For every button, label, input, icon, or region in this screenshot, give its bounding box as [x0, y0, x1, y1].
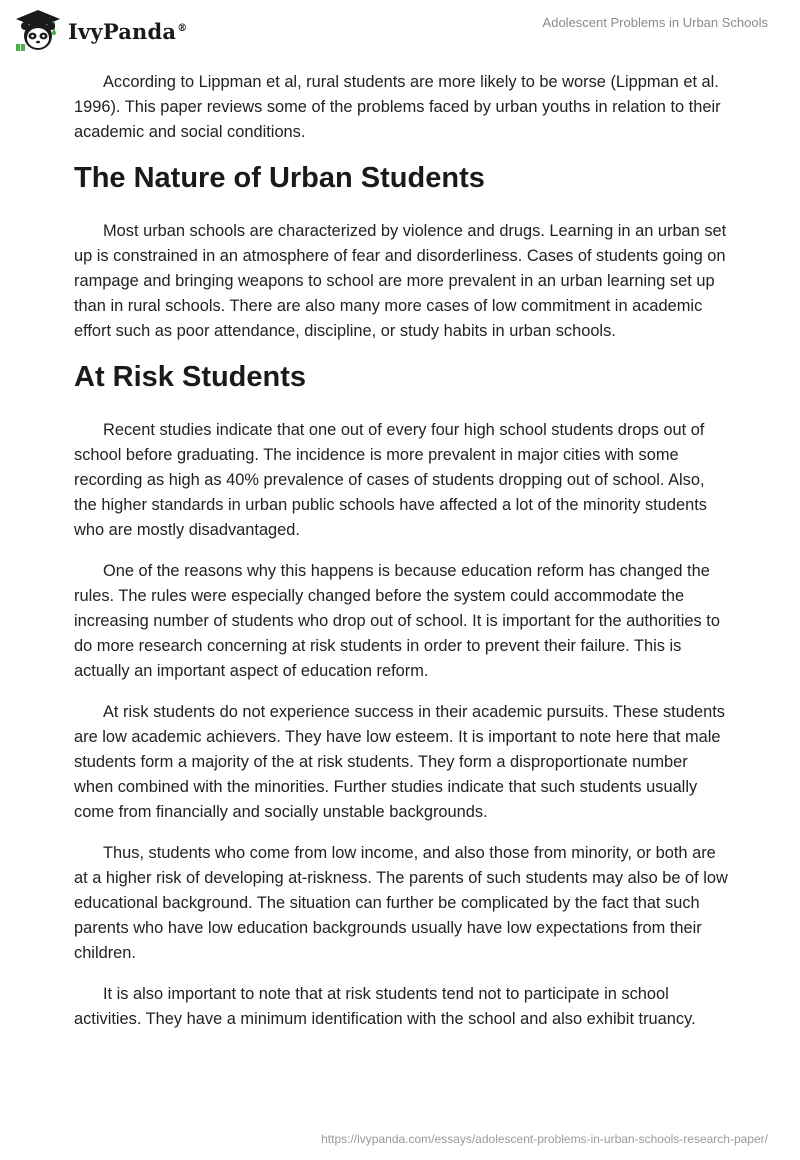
logo-text: IvyPanda	[68, 18, 177, 44]
paragraph: Thus, students who come from low income, and also those from minority, or both are at a higher risk of developing at-riskness. The parents of such students may also be of low educational background. The situation can further be complicated by the fact that such parents who have low education backgrounds usually have low expectations from their children.	[74, 844, 728, 962]
section-heading-nature-of-urban-students: The Nature of Urban Students	[74, 162, 485, 194]
panda-graduate-icon	[14, 8, 62, 54]
paragraph: It is also important to note that at risk students tend not to participate in school activities. They have a minimum identification with the school and also exhibit truancy.	[74, 985, 696, 1028]
logo-wordmark	[68, 19, 187, 44]
paragraph: Most urban schools are characterized by violence and drugs. Learning in an urban set up is constrained in an atmosphere of fear and disorderliness. Cases of students going on rampage and bringing weapons to school are more prevalent in an urban learning set up than in rural schools. There are also many more cases of low commitment in academic effort such as poor attendance, discipline, or study habits in urban schools.	[74, 222, 727, 340]
paragraph: One of the reasons why this happens is because education reform has changed the rules. The rules were especially changed before the system could accommodate the increasing number of students who drop out of school. It is important for the authorities to do more research concerning at risk students in order to prevent their failure. This is actually an important aspect of education reform.	[74, 562, 720, 680]
source-url[interactable]: https://ivypanda.com/essays/adolescent-problems-in-urban-schools-research-paper/	[321, 1132, 768, 1146]
paragraph: At risk students do not experience success in their academic pursuits. These students are low academic achievers. They have low esteem. It is important to note here that male students form a majority of the at risk students. They form a disproportionate number when combined with the minorities. Further studies indicate that such students usually come from financially and socially unstable backgrounds.	[74, 703, 725, 821]
intro-paragraph: According to Lippman et al, rural students are more likely to be worse (Lippman et al. 1996). This paper reviews some of the problems faced by urban youths in relation to their academic and social conditions.	[74, 73, 721, 141]
page-header	[0, 0, 800, 70]
section-heading-at-risk-students: At Risk Students	[74, 361, 307, 393]
paragraph: Recent studies indicate that one out of every four high school students drops out of school before graduating. The incidence is more prevalent in major cities with some recording as high as 40% prevalence of cases of students dropping out of school. Also, the higher standards in urban public schools have affected a lot of the minority students who are mostly disadvantaged.	[74, 421, 707, 539]
article-body	[74, 70, 730, 1048]
brand-logo[interactable]	[14, 8, 187, 54]
document-title: Adolescent Problems in Urban Schools	[542, 15, 768, 30]
registered-mark: ®	[177, 22, 188, 34]
